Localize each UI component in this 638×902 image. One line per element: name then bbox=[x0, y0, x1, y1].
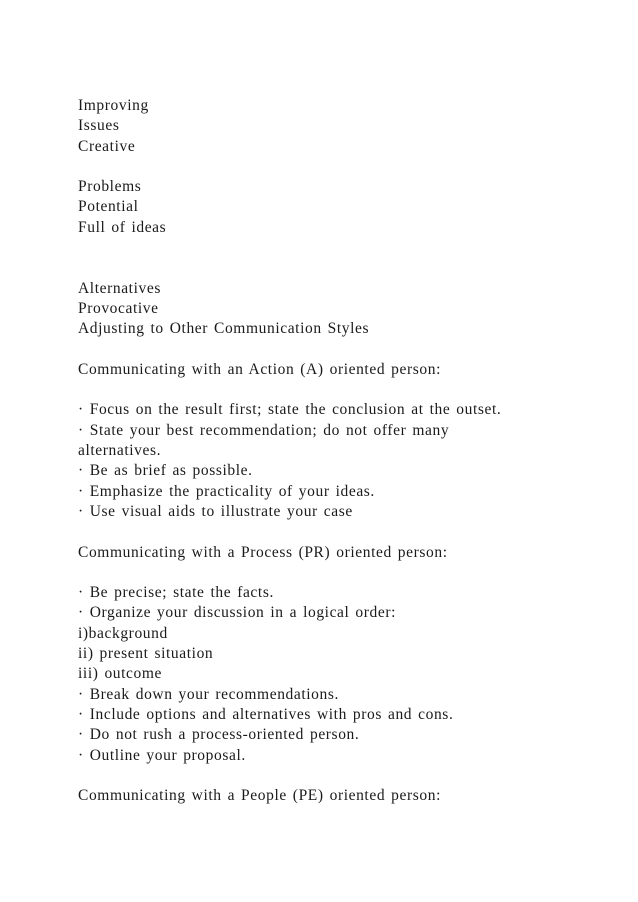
text-line: · Focus on the result first; state the conclusion at the outset. bbox=[78, 401, 502, 419]
text-line: Potential bbox=[78, 198, 139, 216]
text-line: Creative bbox=[78, 137, 136, 155]
text-line: · Emphasize the practicality of your ideas. bbox=[78, 482, 375, 500]
blank-line bbox=[78, 340, 618, 360]
text-line: · Be as brief as possible. bbox=[78, 462, 253, 480]
text-line: Provocative bbox=[78, 299, 159, 317]
text-line: ii) present situation bbox=[78, 645, 214, 663]
blank-line bbox=[78, 380, 618, 400]
text-line: Adjusting to Other Communication Styles bbox=[78, 320, 370, 338]
blank-line bbox=[78, 238, 618, 258]
text-line: iii) outcome bbox=[78, 665, 163, 683]
blank-line bbox=[78, 157, 618, 177]
blank-line bbox=[78, 766, 618, 786]
text-line: Alternatives bbox=[78, 279, 161, 297]
text-line: alternatives. bbox=[78, 442, 162, 460]
text-line: · Break down your recommendations. bbox=[78, 685, 339, 703]
blank-line bbox=[78, 522, 618, 542]
blank-line bbox=[78, 258, 618, 278]
text-line: Communicating with a People (PE) oriented person: bbox=[78, 787, 441, 805]
text-line: · Do not rush a process-oriented person. bbox=[78, 726, 360, 744]
text-line: · State your best recommendation; do not offer many bbox=[78, 421, 450, 439]
document-body bbox=[78, 96, 618, 806]
text-line: · Be precise; state the facts. bbox=[78, 584, 274, 602]
text-line: Issues bbox=[78, 117, 120, 135]
text-line: · Include options and alternatives with pros and cons. bbox=[78, 705, 454, 723]
text-line: Communicating with a Process (PR) oriented person: bbox=[78, 543, 448, 561]
text-line: Communicating with an Action (A) oriented person: bbox=[78, 360, 441, 378]
text-line: · Organize your discussion in a logical order: bbox=[78, 604, 397, 622]
text-line: Problems bbox=[78, 178, 142, 196]
text-line: i)background bbox=[78, 624, 168, 642]
blank-line bbox=[78, 563, 618, 583]
text-line: Full of ideas bbox=[78, 218, 167, 236]
text-line: · Use visual aids to illustrate your case bbox=[78, 502, 353, 520]
text-line: Improving bbox=[78, 97, 149, 114]
text-line: · Outline your proposal. bbox=[78, 746, 246, 764]
